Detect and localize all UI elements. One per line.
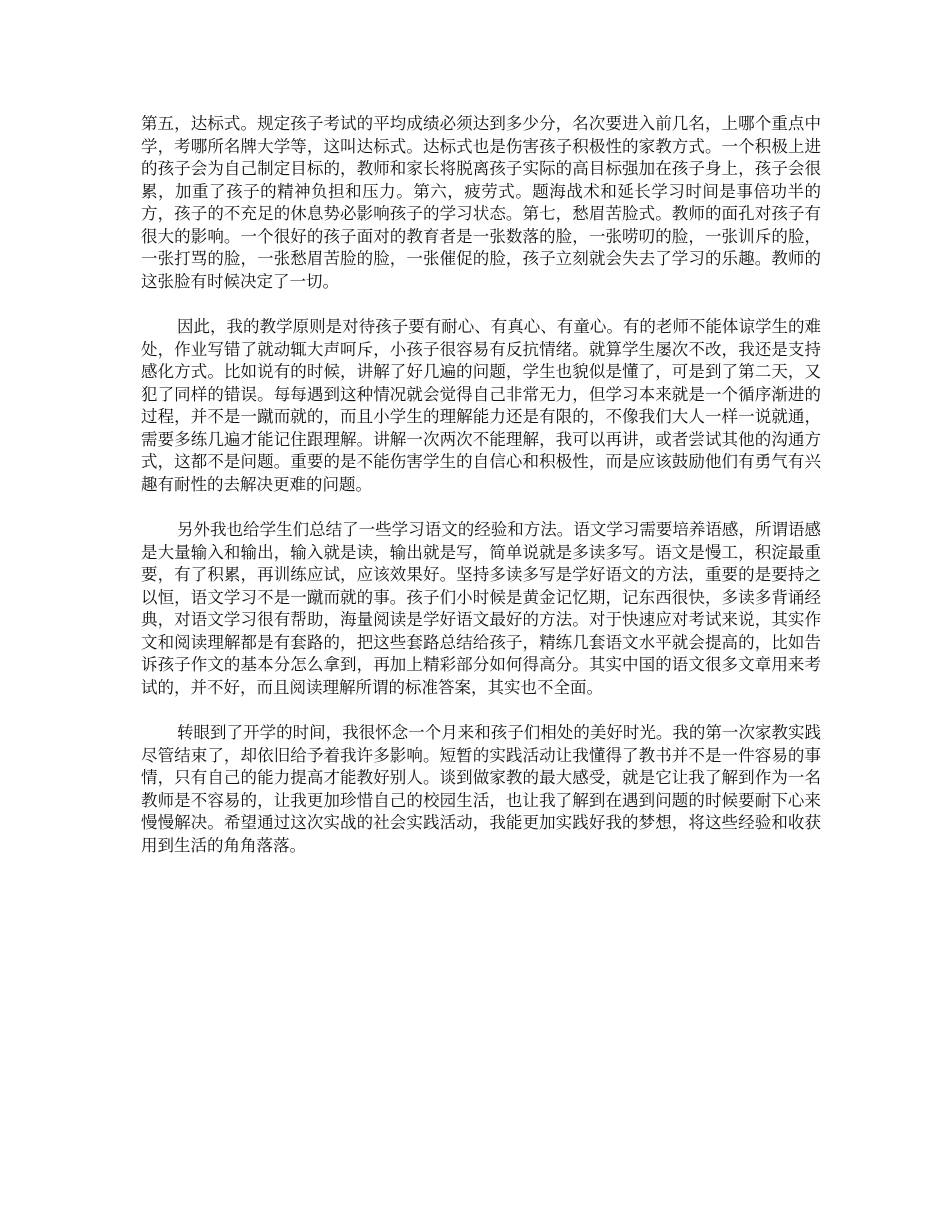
paragraph-3: 另外我也给学生们总结了一些学习语文的经验和方法。语文学习需要培养语感，所谓语感是大量输入和输出，输入就是读，输出就是写，简单说就是多读多写。语文是慢工，积淀最重要，有了积累，再训练应试，应该效果好。坚持多读多写是学好语文的方法，重要的是要持之以恒，语文学习不是一蹴而就的事。孩子们小时候是黄金记忆期，记东西很快，多读多背诵经典，对语文学习很有帮助，海量阅读是学好语文最好的方法。对于快速应对考试来说，其实作文和阅读理解都是有套路的，把这些套路总结给孩子，精练几套语文水平就会提高的，比如告诉孩子作文的基本分怎么拿到，再加上精彩部分如何得高分。其实中国的语文很多文章用来考试的，并不好，而且阅读理解所谓的标准答案，其实也不全面。 (141, 520, 821, 697)
document-body (141, 113, 821, 880)
paragraph-1: 第五，达标式。规定孩子考试的平均成绩必须达到多少分，名次要进入前几名，上哪个重点中学，考哪所名牌大学等，这叫达标式。达标式也是伤害孩子积极性的家教方式。一个积极上进的孩子会为自己制定目标的，教师和家长将脱离孩子实际的高目标强加在孩子身上，孩子会很累，加重了孩子的精神负担和压力。第六，疲劳式。题海战术和延长学习时间是事倍功半的方，孩子的不充足的休息势必影响孩子的学习状态。第七，愁眉苦脸式。教师的面孔对孩子有很大的影响。一个很好的孩子面对的教育者是一张数落的脸，一张唠叨的脸，一张训斥的脸，一张打骂的脸，一张愁眉苦脸的脸，一张催促的脸，孩子立刻就会失去了学习的乐趣。教师的这张脸有时候决定了一切。 (141, 114, 821, 291)
paragraph-4: 转眼到了开学的时间，我很怀念一个月来和孩子们相处的美好时光。我的第一次家教实践尽管结束了，却依旧给予着我许多影响。短暂的实践活动让我懂得了教书并不是一件容易的事情，只有自己的能力提高才能教好别人。谈到做家教的最大感受，就是它让我了解到作为一名教师是不容易的，让我更加珍惜自己的校园生活，也让我了解到在遇到问题的时候要耐下心来慢慢解决。希望通过这次实战的社会实践活动，我能更加实践好我的梦想，将这些经验和收获用到生活的角角落落。 (141, 723, 821, 855)
paragraph-2: 因此，我的教学原则是对待孩子要有耐心、有真心、有童心。有的老师不能体谅学生的难处，作业写错了就动辄大声呵斥，小孩子很容易有反抗情绪。就算学生屡次不改，我还是支持感化方式。比如说有的时候，讲解了好几遍的问题，学生也貌似是懂了，可是到了第二天，又犯了同样的错误。每每遇到这种情况就会觉得自己非常无力，但学习本来就是一个循序渐进的过程，并不是一蹴而就的，而且小学生的理解能力还是有限的，不像我们大人一样一说就通，需要多练几遍才能记住跟理解。讲解一次两次不能理解，我可以再讲，或者尝试其他的沟通方式，这都不是问题。重要的是不能伤害学生的自信心和积极性，而是应该鼓励他们有勇气有兴趣有耐性的去解决更难的问题。 (141, 317, 821, 494)
